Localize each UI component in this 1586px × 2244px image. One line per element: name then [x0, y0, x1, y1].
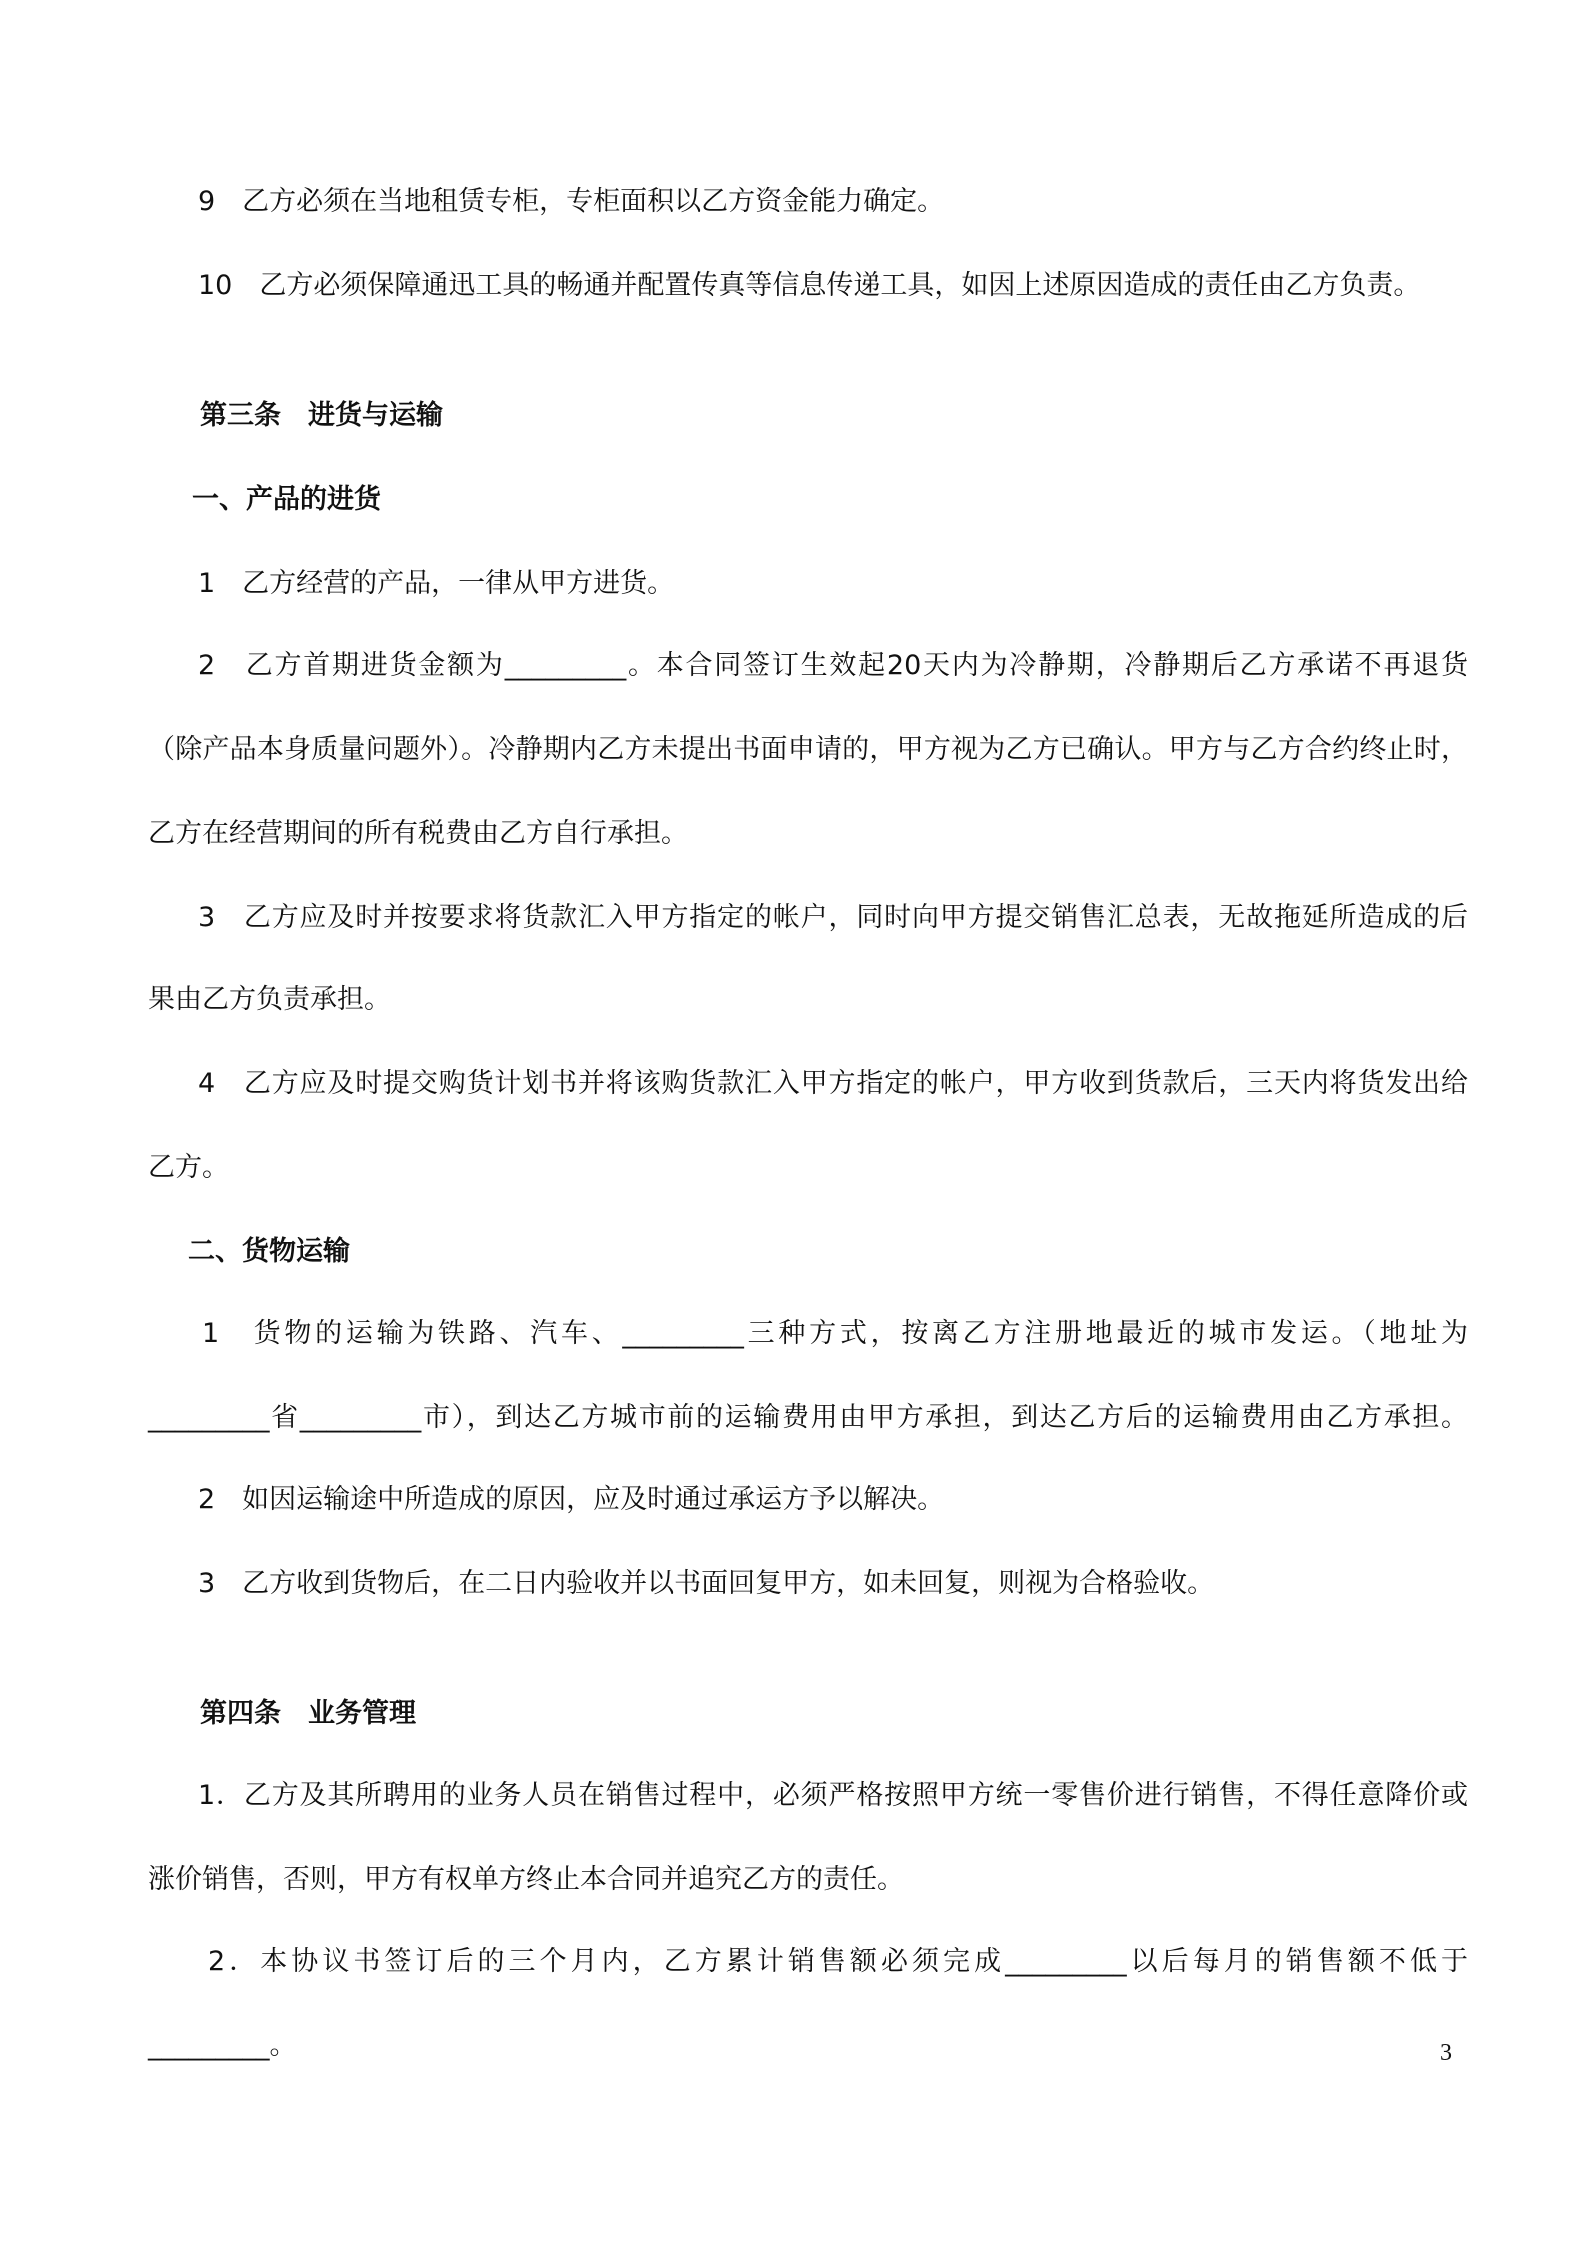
article-4-heading: 第四条 业务管理 — [200, 1698, 416, 1729]
goods-clause-2-line1: 2 乙方首期进货金额为_________。本合同签订生效起20天内为冷静期，冷静期后乙方承诺不再退货 — [198, 650, 1468, 681]
goods-clause-2-line3: 乙方在经营期间的所有税费由乙方自行承担。 — [148, 818, 688, 849]
business-clause-1-line2: 涨价销售，否则，甲方有权单方终止本合同并追究乙方的责任。 — [148, 1864, 904, 1895]
section-1-heading: 一、产品的进货 — [192, 484, 381, 515]
clause-9: 9 乙方必须在当地租赁专柜，专柜面积以乙方资金能力确定。 — [198, 186, 945, 217]
transport-clause-3: 3 乙方收到货物后，在二日内验收并以书面回复甲方，如未回复，则视为合格验收。 — [198, 1568, 1215, 1599]
transport-clause-2: 2 如因运输途中所造成的原因，应及时通过承运方予以解决。 — [198, 1484, 945, 1515]
goods-clause-3-line1: 3 乙方应及时并按要求将货款汇入甲方指定的帐户，同时向甲方提交销售汇总表，无故拖延所造成的后 — [198, 902, 1468, 933]
page-number: 3 — [1440, 2040, 1452, 2066]
goods-clause-2-line2: （除产品本身质量问题外）。冷静期内乙方未提出书面申请的，甲方视为乙方已确认。甲方与乙方合约终止时， — [148, 734, 1468, 765]
goods-clause-4-line1: 4 乙方应及时提交购货计划书并将该购货款汇入甲方指定的帐户，甲方收到货款后，三天内将货发出给 — [198, 1068, 1468, 1099]
goods-clause-3-line2: 果由乙方负责承担。 — [148, 984, 391, 1015]
section-2-heading: 二、货物运输 — [188, 1236, 350, 1267]
goods-clause-4-line2: 乙方。 — [148, 1152, 229, 1183]
goods-clause-1: 1 乙方经营的产品，一律从甲方进货。 — [198, 568, 675, 599]
clause-10: 10 乙方必须保障通迅工具的畅通并配置传真等信息传递工具，如因上述原因造成的责任由乙方负责。 — [198, 270, 1421, 301]
business-clause-2-line2: _________。 — [148, 2030, 297, 2061]
business-clause-1-line1: 1．乙方及其所聘用的业务人员在销售过程中，必须严格按照甲方统一零售价进行销售，不得任意降价或 — [198, 1780, 1468, 1811]
business-clause-2-line1: 2．本协议书签订后的三个月内，乙方累计销售额必须完成_________以后每月的销售额不低于 — [208, 1946, 1468, 1977]
article-3-heading: 第三条 进货与运输 — [200, 400, 443, 431]
transport-clause-1-line1: 1 货物的运输为铁路、汽车、_________三种方式，按离乙方注册地最近的城市发运。（地址为 — [202, 1318, 1468, 1349]
transport-clause-1-line2: _________省_________市），到达乙方城市前的运输费用由甲方承担，到达乙方后的运输费用由乙方承担。 — [148, 1402, 1468, 1433]
